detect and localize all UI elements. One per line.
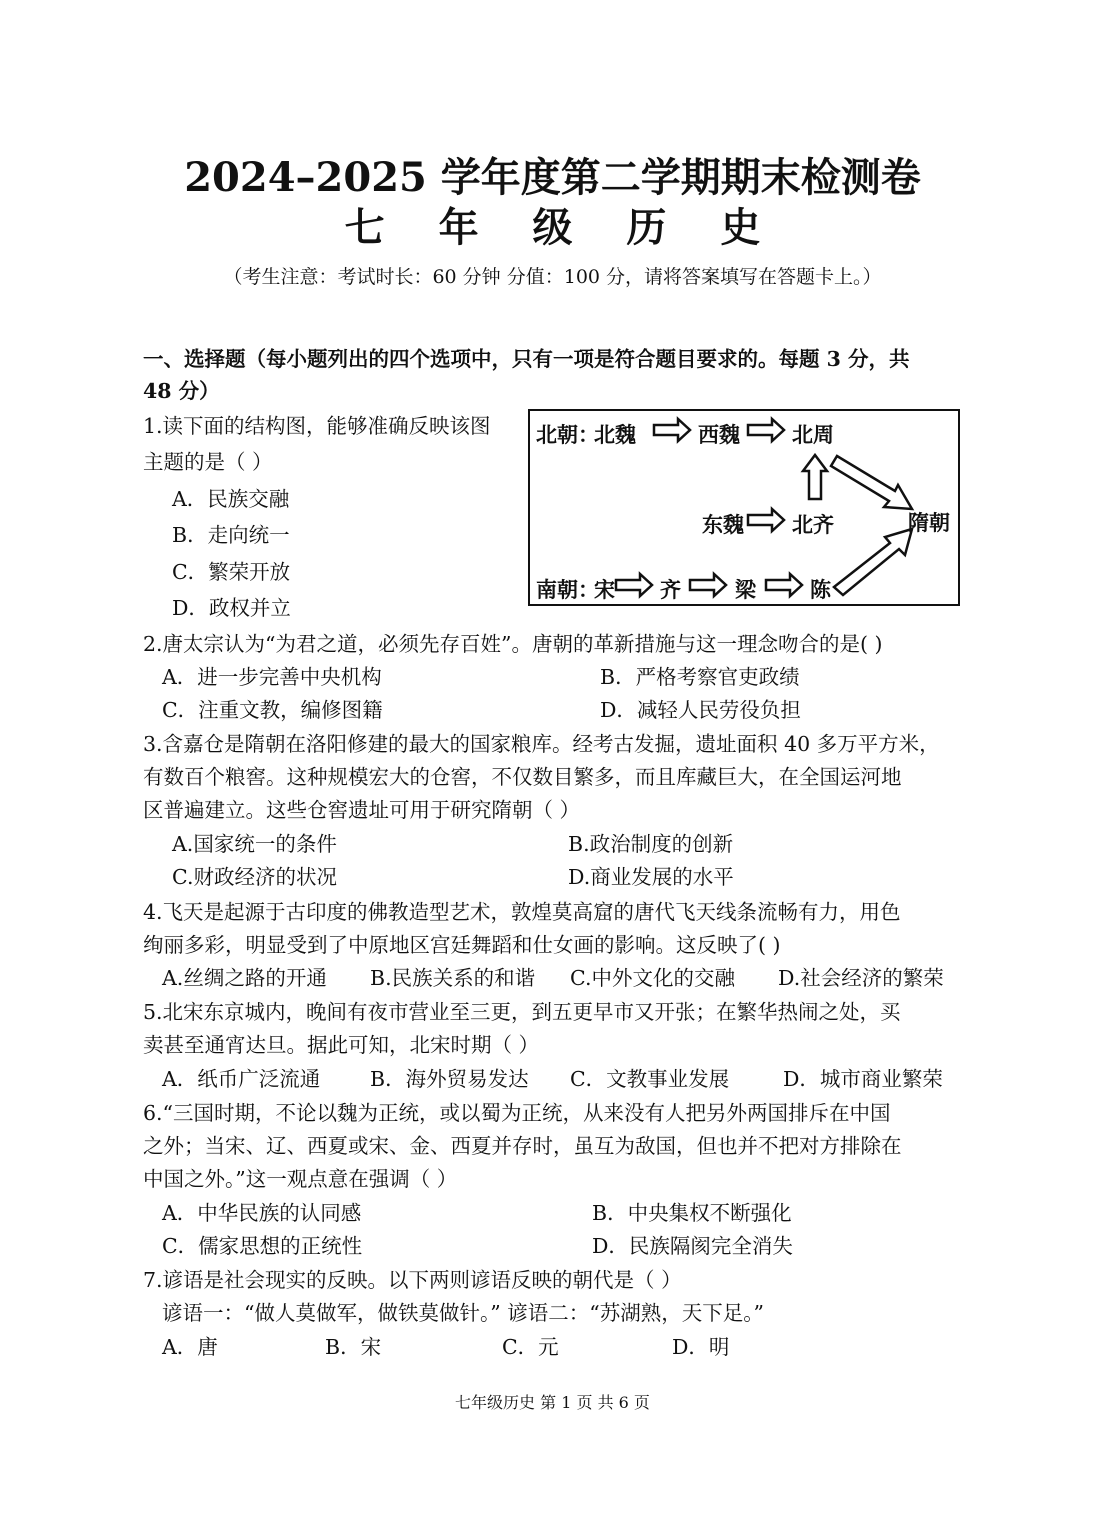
exam-title: 2024–2025 学年度第二学期期末检测卷 (184, 154, 921, 201)
q6-stem-line3: 中国之外。”这一观点意在强调（ ） (143, 1167, 458, 1191)
node-song: 宋 (594, 578, 615, 602)
q3-stem-line2: 有数百个粮窖。这种规模宏大的仓窖，不仅数目繁多，而且库藏巨大，在全国运河地 (143, 765, 902, 789)
arrow-liang-chen (766, 574, 802, 596)
exam-instructions: （考生注意：考试时长：60 分钟 分值：100 分，请将答案填写在答题卡上。） (223, 266, 882, 288)
q5-stem-line1: 5.北宋东京城内，晚间有夜市营业至三更，到五更早市又开张；在繁华热闹之处，买 (143, 1000, 901, 1024)
q6-option-b[interactable]: B．中央集权不断强化 (592, 1201, 792, 1225)
q4-option-b[interactable]: B.民族关系的和谐 (370, 966, 536, 990)
node-dongwei: 东魏 (702, 513, 744, 537)
q4-stem-line2: 绚丽多彩，明显受到了中原地区宫廷舞蹈和仕女画的影响。这反映了( ) (143, 933, 781, 957)
q4-option-a[interactable]: A.丝绸之路的开通 (162, 966, 327, 990)
arrow-chen-sui (834, 529, 912, 595)
q6-option-c[interactable]: C．儒家思想的正统性 (162, 1234, 363, 1258)
section-heading-line1: 一、选择题（每小题列出的四个选项中，只有一项是符合题目要求的。每题 3 分，共 (143, 347, 910, 371)
node-sui: 隋朝 (908, 511, 950, 535)
q3-option-c[interactable]: C.财政经济的状况 (172, 865, 337, 889)
arrow-beizhou-sui (831, 456, 912, 509)
node-beiwei: 北魏 (594, 423, 636, 447)
q5-option-c[interactable]: C．文教事业发展 (570, 1067, 730, 1091)
q6-option-d[interactable]: D．民族隔阂完全消失 (592, 1234, 793, 1258)
q3-option-d[interactable]: D.商业发展的水平 (568, 865, 734, 889)
q5-option-d[interactable]: D．城市商业繁荣 (783, 1067, 943, 1091)
q2-option-d[interactable]: D．减轻人民劳役负担 (600, 698, 801, 722)
arrow-dongwei-beiqi (748, 509, 784, 531)
node-chen: 陈 (810, 578, 831, 602)
dynasty-structure-diagram (528, 409, 960, 606)
q1-option-d[interactable]: D．政权并立 (172, 596, 291, 620)
q4-stem-line1: 4.飞天是起源于古印度的佛教造型艺术，敦煌莫高窟的唐代飞天线条流畅有力，用色 (143, 900, 901, 924)
q7-option-d[interactable]: D．明 (672, 1335, 730, 1359)
q1-stem-line1: 1.读下面的结构图，能够准确反映该图 (143, 414, 491, 438)
q1-stem-line2: 主题的是（ ） (143, 450, 273, 474)
q5-option-a[interactable]: A．纸币广泛流通 (162, 1067, 321, 1091)
q3-stem-line1: 3.含嘉仓是隋朝在洛阳修建的最大的国家粮库。经考古发掘，遗址面积 40 多万平方米， (143, 732, 940, 756)
arrow-beiwei-xiwei (654, 419, 690, 441)
node-liang: 梁 (735, 578, 756, 602)
q7-proverbs: 谚语一：“做人莫做军，做铁莫做针。” 谚语二：“苏湖熟，天下足。” (162, 1301, 764, 1325)
arrow-song-qi (616, 574, 652, 596)
q1-option-b[interactable]: B．走向统一 (172, 523, 290, 547)
q4-option-d[interactable]: D.社会经济的繁荣 (778, 966, 944, 990)
q7-stem: 7.谚语是社会现实的反映。以下两则谚语反映的朝代是（ ） (143, 1268, 682, 1292)
section-heading-line2: 48 分） (143, 379, 220, 403)
exam-subject: 七 年 级 历 史 (344, 204, 781, 251)
label-south-dynasties: 南朝： (536, 578, 599, 602)
label-north-dynasties: 北朝： (536, 423, 599, 447)
q2-option-c[interactable]: C．注重文教，编修图籍 (162, 698, 383, 722)
q5-option-b[interactable]: B．海外贸易发达 (370, 1067, 529, 1091)
q2-option-b[interactable]: B．严格考察官吏政绩 (600, 665, 800, 689)
node-xiwei: 西魏 (698, 423, 740, 447)
q3-option-b[interactable]: B.政治制度的创新 (568, 832, 734, 856)
q6-option-a[interactable]: A．中华民族的认同感 (162, 1201, 362, 1225)
arrow-xiwei-beizhou (748, 419, 784, 441)
q4-option-c[interactable]: C.中外文化的交融 (570, 966, 735, 990)
q3-option-a[interactable]: A.国家统一的条件 (172, 832, 337, 856)
q3-stem-line3: 区普遍建立。这些仓窖遗址可用于研究隋朝（ ） (143, 798, 581, 822)
q6-stem-line1: 6.“三国时期，不论以魏为正统，或以蜀为正统，从来没有人把另外两国排斥在中国 (143, 1101, 891, 1125)
q5-stem-line2: 卖甚至通宵达旦。据此可知，北宋时期（ ） (143, 1033, 540, 1057)
q7-option-a[interactable]: A．唐 (162, 1335, 218, 1359)
node-qi: 齐 (660, 578, 681, 602)
page-footer: 七年级历史 第 1 页 共 6 页 (455, 1393, 650, 1412)
arrow-beiqi-beizhou (803, 455, 827, 499)
q6-stem-line2: 之外；当宋、辽、西夏或宋、金、西夏并存时，虽互为敌国，但也并不把对方排除在 (143, 1134, 902, 1158)
q2-stem: 2.唐太宗认为“为君之道，必须先存百姓”。唐朝的革新措施与这一理念吻合的是( ) (143, 632, 883, 656)
node-beiqi: 北齐 (792, 513, 834, 537)
q2-option-a[interactable]: A．进一步完善中央机构 (162, 665, 382, 689)
q7-option-c[interactable]: C．元 (502, 1335, 559, 1359)
q1-option-c[interactable]: C．繁荣开放 (172, 560, 291, 584)
q1-option-a[interactable]: A．民族交融 (172, 487, 290, 511)
q7-option-b[interactable]: B．宋 (325, 1335, 382, 1359)
node-beizhou: 北周 (792, 423, 834, 447)
arrow-qi-liang (690, 574, 726, 596)
